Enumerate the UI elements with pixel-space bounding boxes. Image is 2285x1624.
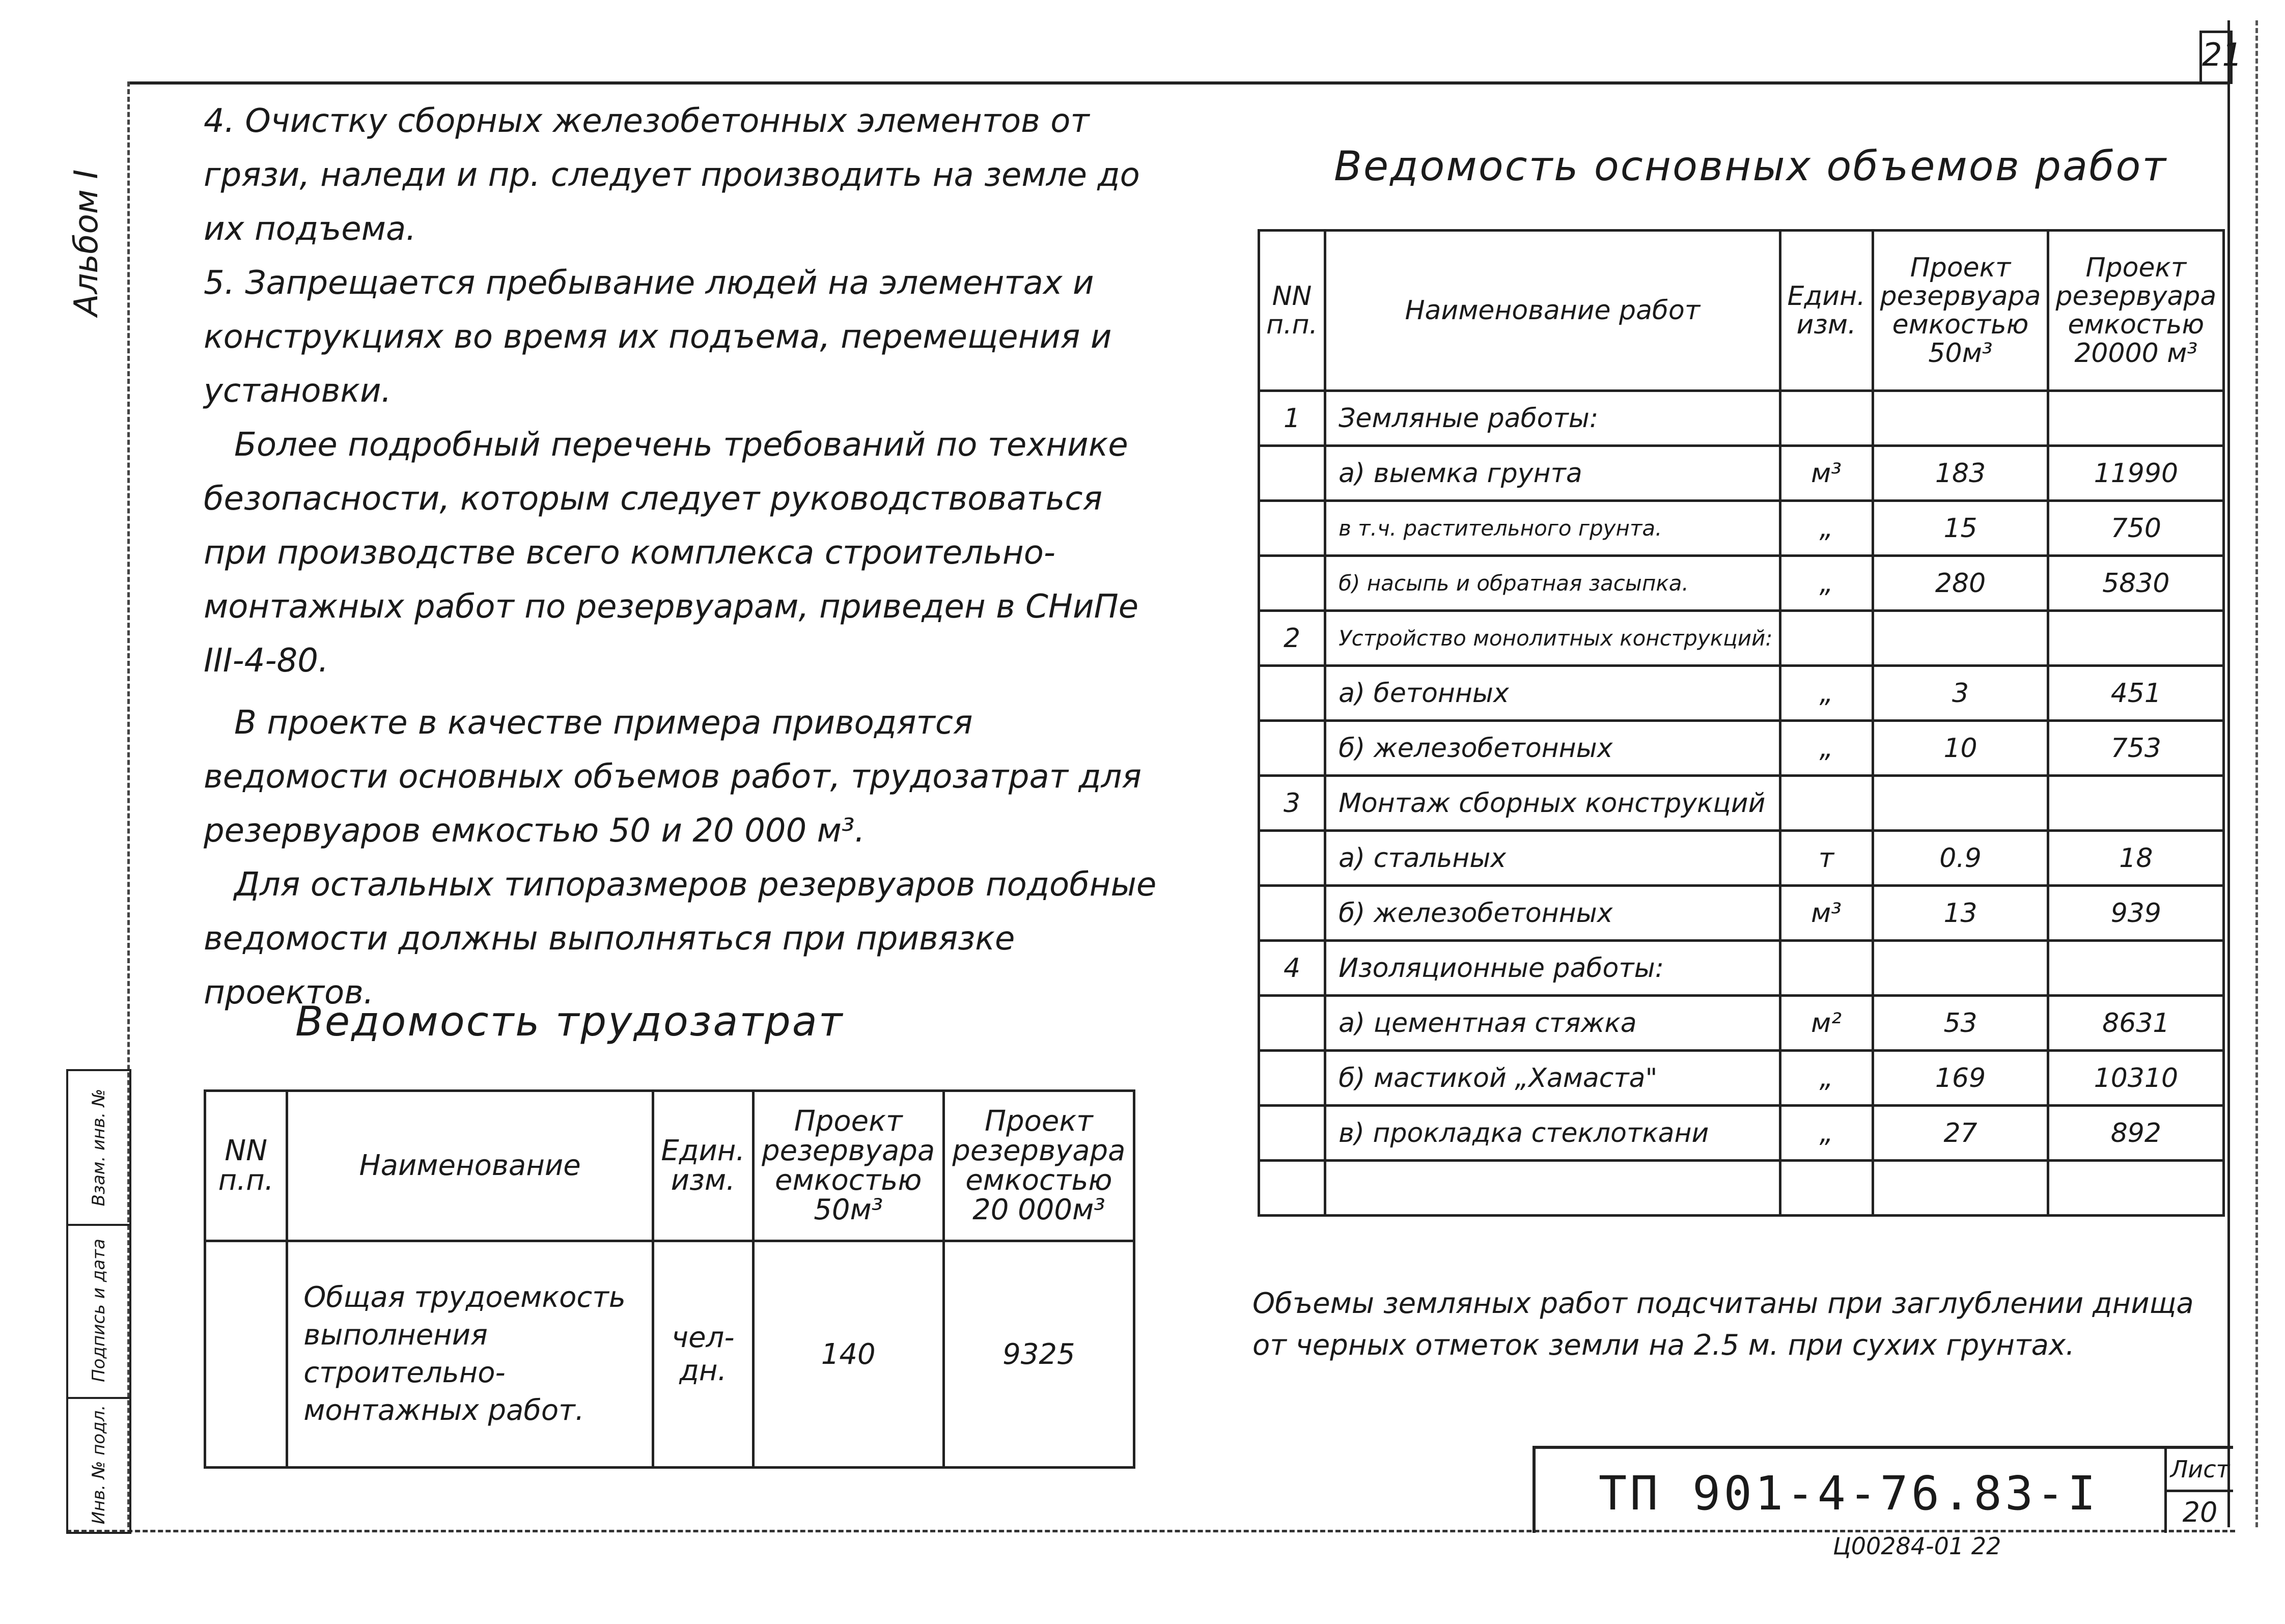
sheet-top-number: 21 [2202,36,2242,73]
works-table-body [1259,391,2224,1216]
cell-unit: „ [1780,1106,1873,1161]
cell-num [1259,1106,1325,1161]
cell-num [1259,666,1325,721]
cell-v50: 53 [1873,996,2048,1051]
cell-unit: м² [1780,996,1873,1051]
table-row [1259,611,2224,666]
cell-v50: 0.9 [1873,831,2048,886]
cell-v20000: 5830 [2048,556,2224,611]
cell-v20000: 750 [2048,501,2224,556]
table-row [1259,1051,2224,1106]
cell-v20000: 939 [2048,886,2224,941]
cell-name: а) цементная стяжка [1325,996,1780,1051]
cell-num [1259,1051,1325,1106]
footer-code: Ц00284-01 22 [1833,1532,2001,1560]
header-cell: NN п.п. [1259,231,1325,391]
cell-name: Изоляционные работы: [1325,941,1780,996]
cell-v20000 [2048,776,2224,831]
cell-num [1259,831,1325,886]
header-cell: Наименование [287,1091,653,1241]
cell-v20000 [2048,1161,2224,1216]
cell-num [1259,886,1325,941]
table-row [1259,886,2224,941]
cell-v50: 15 [1873,501,2048,556]
table-row [1259,666,2224,721]
cell-num [1259,446,1325,501]
cell-v20000: 451 [2048,666,2224,721]
cell-name: а) стальных [1325,831,1780,886]
cell-v50 [1873,611,2048,666]
cell-num: 2 [1259,611,1325,666]
paragraph: 5. Запрещается пребывание людей на элементах и конструкциях во время их подъема, перемещения и установки. [204,264,1112,410]
cell-unit [1780,391,1873,446]
frame-top-line [127,81,2230,85]
cell-v20000: 753 [2048,721,2224,776]
table-row [1259,721,2224,776]
works-table [1258,229,2225,1217]
cell-v50: 27 [1873,1106,2048,1161]
header-cell: Един. изм. [1780,231,1873,391]
cell-name: б) железобетонных [1325,721,1780,776]
table-row [1259,556,2224,611]
drawing-code: ТП 901-4-76.83-I [1598,1466,2099,1521]
table-row [1259,501,2224,556]
labor-table [204,1089,1135,1469]
cell-unit [1780,941,1873,996]
paragraph: В проекте в качестве примера приводятся ведомости основных объемов работ, трудозатрат для резервуаров емкостью 50 и 20 000 м³. [204,704,1141,850]
cell-unit: „ [1780,501,1873,556]
cell-unit: „ [1780,556,1873,611]
cell-name: Устройство монолитных конструкций: [1325,611,1780,666]
cell-v50: 169 [1873,1051,2048,1106]
cell-name: в) прокладка стеклоткани [1325,1106,1780,1161]
header-cell: Проект резервуара емкостью 20000 м³ [2048,231,2224,391]
cell-unit [1780,611,1873,666]
frame-right-dashed-line [2255,20,2258,1527]
cell-name: Общая трудоемкость выполнения строительно-монтажных работ. [287,1241,653,1468]
cell-unit [1780,1161,1873,1216]
cell-v50 [1873,776,2048,831]
cell-v50: 3 [1873,666,2048,721]
cell-v20000: 892 [2048,1106,2224,1161]
instructions-text [204,94,1161,1020]
header-cell: NN п.п. [205,1091,287,1241]
cell-unit: чел-дн. [653,1241,753,1468]
table-row [1259,446,2224,501]
cell-name: б) насыпь и обратная засыпка. [1325,556,1780,611]
cell-name: а) выемка грунта [1325,446,1780,501]
table-row [1259,996,2224,1051]
header-cell: Проект резервуара емкостью 50м³ [753,1091,943,1241]
cell-v20000 [2048,391,2224,446]
cell-v50: 183 [1873,446,2048,501]
side-stamp-text: Подпись и дата [89,1239,109,1382]
cell-v50 [1873,941,2048,996]
cell-v20000: 8631 [2048,996,2224,1051]
table-row [205,1241,1134,1468]
cell-name: в т.ч. растительного грунта. [1325,501,1780,556]
cell-unit: „ [1780,721,1873,776]
sheet-number: 20 [2164,1492,2233,1533]
side-stamp-text: Инв. № подл. [89,1405,109,1524]
cell-num: 1 [1259,391,1325,446]
cell-v20000: 9325 [943,1241,1134,1468]
cell-unit: м³ [1780,886,1873,941]
header-cell: Проект резервуара емкостью 20 000м³ [943,1091,1134,1241]
table-header-row [205,1091,1134,1241]
cell-v20000: 10310 [2048,1051,2224,1106]
cell-v50: 10 [1873,721,2048,776]
cell-num [1259,556,1325,611]
table-header-row [1259,231,2224,391]
header-cell: Един. изм. [653,1091,753,1241]
table-row [1259,831,2224,886]
cell-v50: 140 [753,1241,943,1468]
cell-unit: м³ [1780,446,1873,501]
cell-num: 3 [1259,776,1325,831]
cell-unit: „ [1780,666,1873,721]
works-table-title: Ведомость основных объемов работ [1334,143,2167,190]
side-stamp-strip [66,1069,131,1534]
cell-v20000 [2048,941,2224,996]
cell-unit: „ [1780,1051,1873,1106]
cell-num [1259,1161,1325,1216]
table-row [1259,941,2224,996]
cell-num [1259,501,1325,556]
cell-name: б) железобетонных [1325,886,1780,941]
cell-name: а) бетонных [1325,666,1780,721]
cell-v50: 280 [1873,556,2048,611]
cell-name: Монтаж сборных конструкций [1325,776,1780,831]
earthworks-note: Объемы земляных работ подсчитаны при заглублении днища от черных отметок земли на 2.5 м. при сухих грунтах. [1252,1287,2194,1362]
cell-name [1325,1161,1780,1216]
header-cell: Проект резервуара емкостью 50м³ [1873,231,2048,391]
table-row [1259,1161,2224,1216]
album-label: Альбом I [68,169,105,317]
cell-num: 4 [1259,941,1325,996]
cell-name: Земляные работы: [1325,391,1780,446]
cell-v20000 [2048,611,2224,666]
side-stamp-cell [68,1071,129,1224]
side-stamp-cell [68,1224,129,1397]
paragraph: Для остальных типоразмеров резервуаров подобные ведомости должны выполняться при привязке проектов. [204,866,1157,1012]
side-stamp-text: Взам. инв. № [89,1088,109,1207]
cell-v50 [1873,391,2048,446]
title-block [1532,1446,2233,1533]
sheet-label: Лист [2164,1449,2233,1492]
cell-unit: т [1780,831,1873,886]
frame-right-line [2227,20,2230,1527]
table-row [1259,391,2224,446]
paragraph: Более подробный перечень требований по технике безопасности, которым следует руководствоваться при производстве всего комплекса строительно-монтажных работ по резервуарам, приведен в СНиПе III-4-80. [204,426,1139,680]
cell-v20000: 11990 [2048,446,2224,501]
labor-table-title: Ведомость трудозатрат [295,998,844,1045]
paragraph: 4. Очистку сборных железобетонных элементов от грязи, наледи и пр. следует производить на земле до их подъема. [204,102,1140,248]
cell-v50 [1873,1161,2048,1216]
cell-unit [1780,776,1873,831]
sheet-top-number-box [2199,31,2242,84]
cell-v50: 13 [1873,886,2048,941]
side-stamp-cell [68,1397,129,1532]
cell-num [1259,721,1325,776]
table-row [1259,776,2224,831]
cell-v20000: 18 [2048,831,2224,886]
table-row [1259,1106,2224,1161]
cell-num [205,1241,287,1468]
header-cell: Наименование работ [1325,231,1780,391]
cell-name: б) мастикой „Хамаста" [1325,1051,1780,1106]
cell-num [1259,996,1325,1051]
